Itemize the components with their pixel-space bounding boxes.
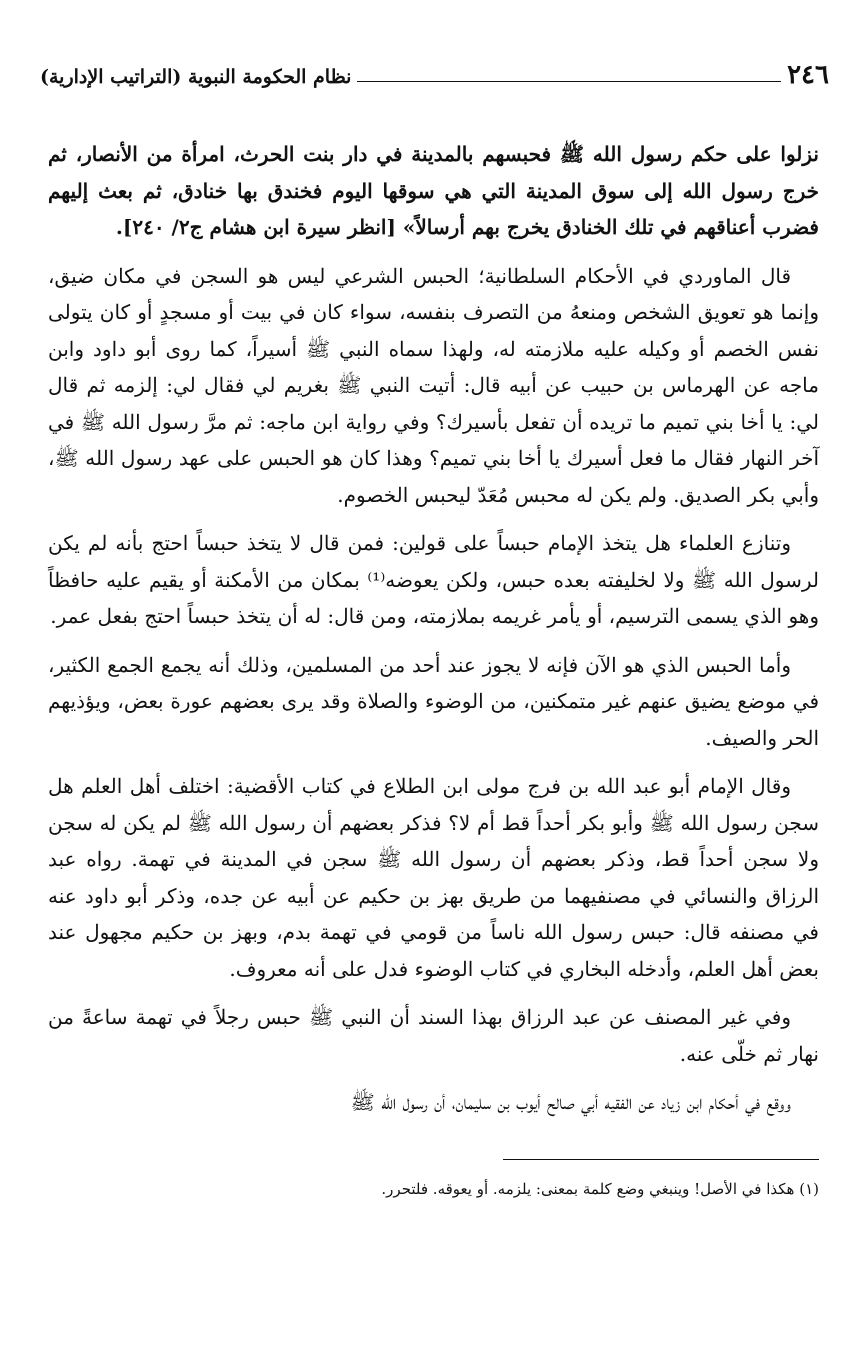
body-paragraph: قال الماوردي في الأحكام السلطانية؛ الحبس الشرعي ليس هو السجن في مكان ضيق، وإنما هو تعويق الشخص ومنعهُ من التصرف بنفسه، سواء كان في بيت أو مسجدٍ أو كان يتولى نفس الخصم أو وكيله عليه ملازمته له، ولهذا سماه النبي ﷺ أسيراً، كما روى أبو داود وابن ماجه عن الهرماس بن حبيب عن أبيه قال: أتيت النبي ﷺ بغريم لي فقال لي: إلزمه ثم قال لي: يا أخا بني تميم ما تريده أن تفعل بأسيرك؟ وفي رواية ابن ماجه: ثم مرَّ رسول الله ﷺ في آخر النهار فقال ما فعل أسيرك يا أخا بني تميم؟ وهذا كان هو الحبس على عهد رسول الله ﷺ، وأبي بكر الصديق. ولم يكن له محبس مُعَدّ ليحبس الخصوم. (48, 263, 819, 507)
body-paragraph: وأما الحبس الذي هو الآن فإنه لا يجوز عند أحد من المسلمين، وذلك أنه يجمع الجمع الكثير، في موضع يضيق عنهم غير متمكنين، من الوضوء والصلاة وقد يرى بعضهم عورة بعض، ويؤذيهم الحر والصيف. (48, 652, 819, 750)
book-title: نظام الحكومة النبوية (التراتيب الإدارية) (40, 66, 352, 88)
header-rule (357, 81, 781, 82)
page-number: ٢٤٦ (787, 60, 829, 90)
body-paragraph: وفي غير المصنف عن عبد الرزاق بهذا السند أن النبي ﷺ حبس رجلاً في تهمة ساعةً من نهار ثم خلّى عنه. (48, 1005, 819, 1066)
body-paragraph: وتنازع العلماء هل يتخذ الإمام حبساً على قولين: فمن قال لا يتخذ حبساً احتج بأنه لم يكن لرسول الله ﷺ ولا لخليفته بعده حبس، ولكن يعوضه⁽¹⁾ بمكان من الأمكنة أو يقيم عليه حافظاً وهو الذي يسمى الترسيم، أو يأمر غريمه بملازمته، ومن قال: له أن يتخذ حبساً احتج بفعل عمر. (48, 531, 820, 628)
body-paragraph: وقال الإمام أبو عبد الله بن فرج مولى ابن الطلاع في كتاب الأقضية: اختلف أهل العلم هل سجن رسول الله ﷺ وأبو بكر أحداً قط أم لا؟ فذكر بعضهم أن رسول الله ﷺ لم يكن له سجن ولا سجن أحداً قط، وذكر بعضهم أن رسول الله ﷺ سجن في المدينة في تهمة. رواه عبد الرزاق والنسائي في مصنفيهما من طريق بهز بن حكيم عن أبيه عن جده، وذكر أبو داود عنه في مصنفه قال: حبس رسول الله ناساً من قومي في تهمة بدم، وبهز بن حكيم مجهول عند بعض أهل العلم، وأدخله البخاري في كتاب الوضوء فدل على أنه معروف. (48, 774, 819, 981)
page-body (48, 136, 819, 1121)
footnote-rule (503, 1159, 819, 1160)
quoted-paragraph: نزلوا على حكم رسول الله ﷺ فحبسهم بالمدينة في دار بنت الحرث، امرأة من الأنصار، ثم خرج رسول الله إلى سوق المدينة التي هي سوقها اليوم فخندق بها خنادق، ثم بعث إليهم فضرب أعناقهم في تلك الخنادق يخرج بهم أرسالاً» [انظر سيرة ابن هشام ج٢/ ٢٤٠]. (48, 142, 820, 239)
body-paragraph: ووقع في أحكام ابن زياد عن الفقيه أبي صالح أيوب بن سليمان، أن رسول الله ﷺ (350, 1090, 791, 1114)
footnote: (١) هكذا في الأصل! وينبغي وضع كلمة بمعنى: يلزمه. أو يعوقه. فلتحرر. (381, 1179, 819, 1198)
running-header (40, 58, 829, 88)
